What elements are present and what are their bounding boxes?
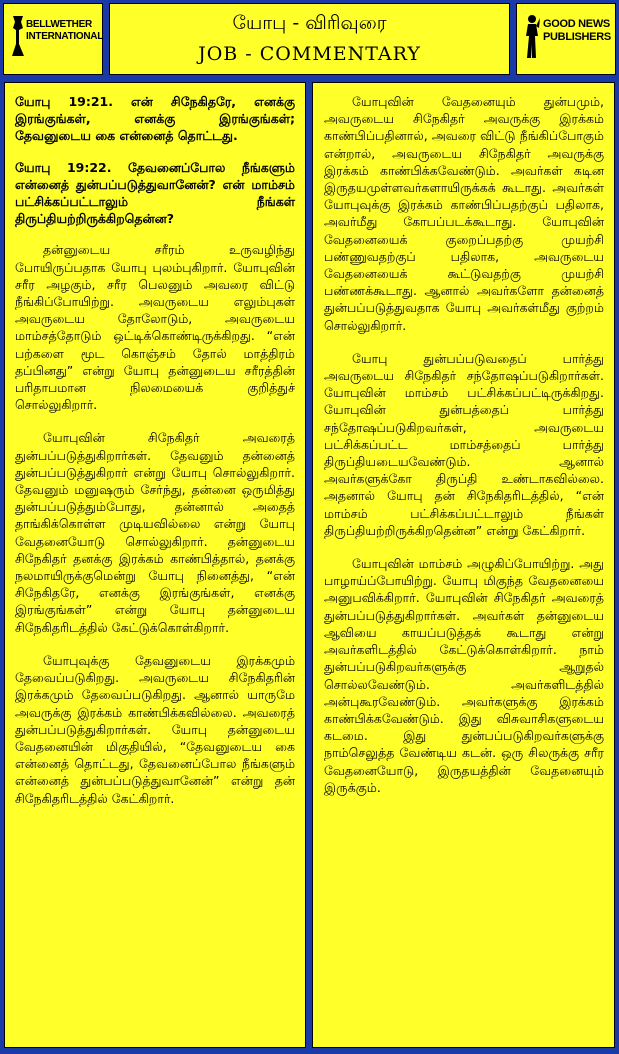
logo-line-1: BELLWETHER (26, 19, 92, 30)
logo-text-right (543, 18, 611, 44)
commentary-paragraph: தன்னுடைய சரீரம் உருவழிந்து போயிருப்பதாக யோபு புலம்புகிறார். யோபுவின் சரீர அழகும், சரீர பெலனும் அவரை விட்டு நீங்கிப்போயிற்று. அவருடைய எலும்புகள் அவருடைய தோலோடும், அவருடைய மாம்சத்தோடும் ஒட்டிக்கொண்டிருக்கிறது. “என் பற்களை மூட கொஞ்சம் தோல் மாத்திரம் தப்பினது” என்று யோபு தன்னுடைய சரீரத்தின் பரிதாபமான நிலமையைக் குறித்துச் சொல்லுகிறார். (15, 242, 295, 413)
good-news-logo (516, 3, 616, 75)
commentary-paragraph: யோபுவின் சிநேகிதர் அவரைத் துன்பப்படுத்துகிறார்கள். தேவனும் தன்னைத் துன்பப்படுத்துகிறார் என்று யோபு சொல்லுகிறார். தேவனும் மனுஷரும் சேர்ந்து, தன்னை ஒருமித்து துன்பப்படுத்தும்போது, தன்னால் அதைத் தாங்கிக்கொள்ள முடியவில்லை என்று யோபு வேதனையோடு சொல்லுகிறார். தன்னுடைய சிநேகிதர் தனக்கு இரக்கம் காண்பித்தால், தனக்கு நலமாயிருக்குமென்று யோபு நினைத்து, “என் சிநேகிதரே, எனக்கு இரங்குங்கள், எனக்கு இரங்குங்கள்” என்று யோபு தன்னுடைய சிநேகிதரிடத்தில் கேட்டுக்கொள்கிறார். (15, 430, 295, 635)
logo-line-2: INTERNATIONAL (26, 31, 104, 42)
commentary-paragraph: யோபு துன்பப்படுவதைப் பார்த்து அவருடைய சிநேகிதர் சந்தோஷப்படுகிறார்கள். யோபுவின் மாம்சம் பட்சிக்கப்பட்டிருக்கிறது. யோபுவின் துன்பத்தைப் பார்த்து சந்தோஷப்படுகிறவர்கள், அவருடைய பட்சிக்கப்பட்ட மாம்சத்தைப் பார்த்து திருப்தியடையவேண்டும். ஆனால் அவர்களுக்கோ திருப்தி உண்டாகவில்லை. அதனால் யோபு தன் சிநேகிதரிடத்தில், “என் மாம்சம் பட்சிக்கப்பட்டாலும் நீங்கள் திருப்தியற்றிருக்கிறதென்ன” என்று கேட்கிறார். (324, 350, 604, 538)
messenger-icon (523, 14, 541, 62)
logo-line-2: PUBLISHERS (543, 31, 611, 43)
verse-text: யோபு 19:22. தேவனைப்போல நீங்களும் என்னைத் துன்பப்படுத்துவானேன்? என் மாம்சம் பட்சிக்கப்பட்டாலும் நீங்கள் திருப்தியற்றிருக்கிறதென்ன? (15, 159, 295, 227)
logo-line-1: GOOD NEWS (543, 18, 610, 30)
commentary-paragraph: யோபுவின் வேதனையும் துன்பமும், அவருடைய சிநேகிதர் அவருக்கு இரக்கம் காண்பிப்பதினால், அவரை விட்டு நீங்கிப்போகும் என்றால், அவருடைய சிநேகிதர் அவருக்கு இரக்கம் காண்பிக்கவேண்டும். அவர்கள் கடின இருதயமுள்ளவர்களாயிருக்கக் கூடாது. அவர்கள் யோபுவுக்கு இரக்கம் காண்பிப்பதற்குப் பதிலாக, அவர்மீது கோபப்படக்கூடாது. யோபுவின் வேதனையைக் குறைப்பதற்கு முயற்சி பண்ணுவதற்குப் பதிலாக, அவருடைய வேதனையைக் கூட்டுவதற்கு முயற்சி பண்ணக்கூடாது. ஆனால் அவர்களோ தன்னைத் துன்பப்படுத்துவதாக யோபு அவர்கள்மீது குற்றம் சொல்லுகிறார். (324, 94, 604, 333)
commentary-paragraph: யோபுவின் மாம்சம் அழுகிப்போயிற்று. அது பாழாய்ப்போயிற்று. யோபு மிகுந்த வேதனையை அனுபவிக்கிறார். யோபுவின் சிநேகிதர் அவரைத் துன்பப்படுத்துகிறார்கள். அவர்கள் தன்னுடைய ஆவியை காயப்படுத்தக் கூடாது என்று அவர்களிடத்தில் கேட்டுக்கொள்கிறார். நாம் துன்பப்படுகிறவர்களுக்கு ஆறுதல் சொல்லவேண்டும். அவர்களிடத்தில் அன்புகூரவேண்டும். அவர்களுக்கு இரக்கம் காண்பிக்கவேண்டும். இது விசுவாசிகளுடைய கடமை. இது துன்பப்படுகிறவர்களுக்கு நாம்செலுத்த வேண்டிய கடன். ஒரு சிலருக்கு சரீர வேதனையோடு, இருதயத்தின் வேதனையும் இருக்கும். (324, 556, 604, 795)
left-column (4, 82, 306, 1048)
right-column (312, 82, 615, 1048)
ram-icon (10, 14, 26, 58)
title-banner (109, 3, 510, 75)
page-title-english: JOB - COMMENTARY (198, 43, 421, 65)
page-title-tamil: யோபு - விரிவுரை (232, 12, 387, 34)
verse-text: யோபு 19:21. என் சிநேகிதரே, எனக்கு இரங்குங்கள், எனக்கு இரங்குங்கள்; தேவனுடைய கை என்னைத் தொட்டது. (15, 94, 295, 144)
bellwether-logo (3, 3, 103, 75)
header (3, 3, 616, 75)
logo-text-left (26, 19, 103, 43)
commentary-paragraph: யோபுவுக்கு தேவனுடைய இரக்கமும் தேவைப்படுகிறது. அவருடைய சிநேகிதரின் இரக்கமும் தேவைப்படுகிறது. ஆனால் யாருமே அவருக்கு இரக்கம் காண்பிக்கவில்லை. அவரைத் துன்பப்படுத்துகிறார்கள். யோபு தன்னுடைய வேதனையின் மிகுதியில், “தேவனுடைய கை என்னைத் தொட்டது, தேவனைப்போல நீங்களும் என்னைத் துன்பப்படுத்துவானேன்” என்று தன் சிநேகிதரிடத்தில் கேட்கிறார். (15, 652, 295, 806)
